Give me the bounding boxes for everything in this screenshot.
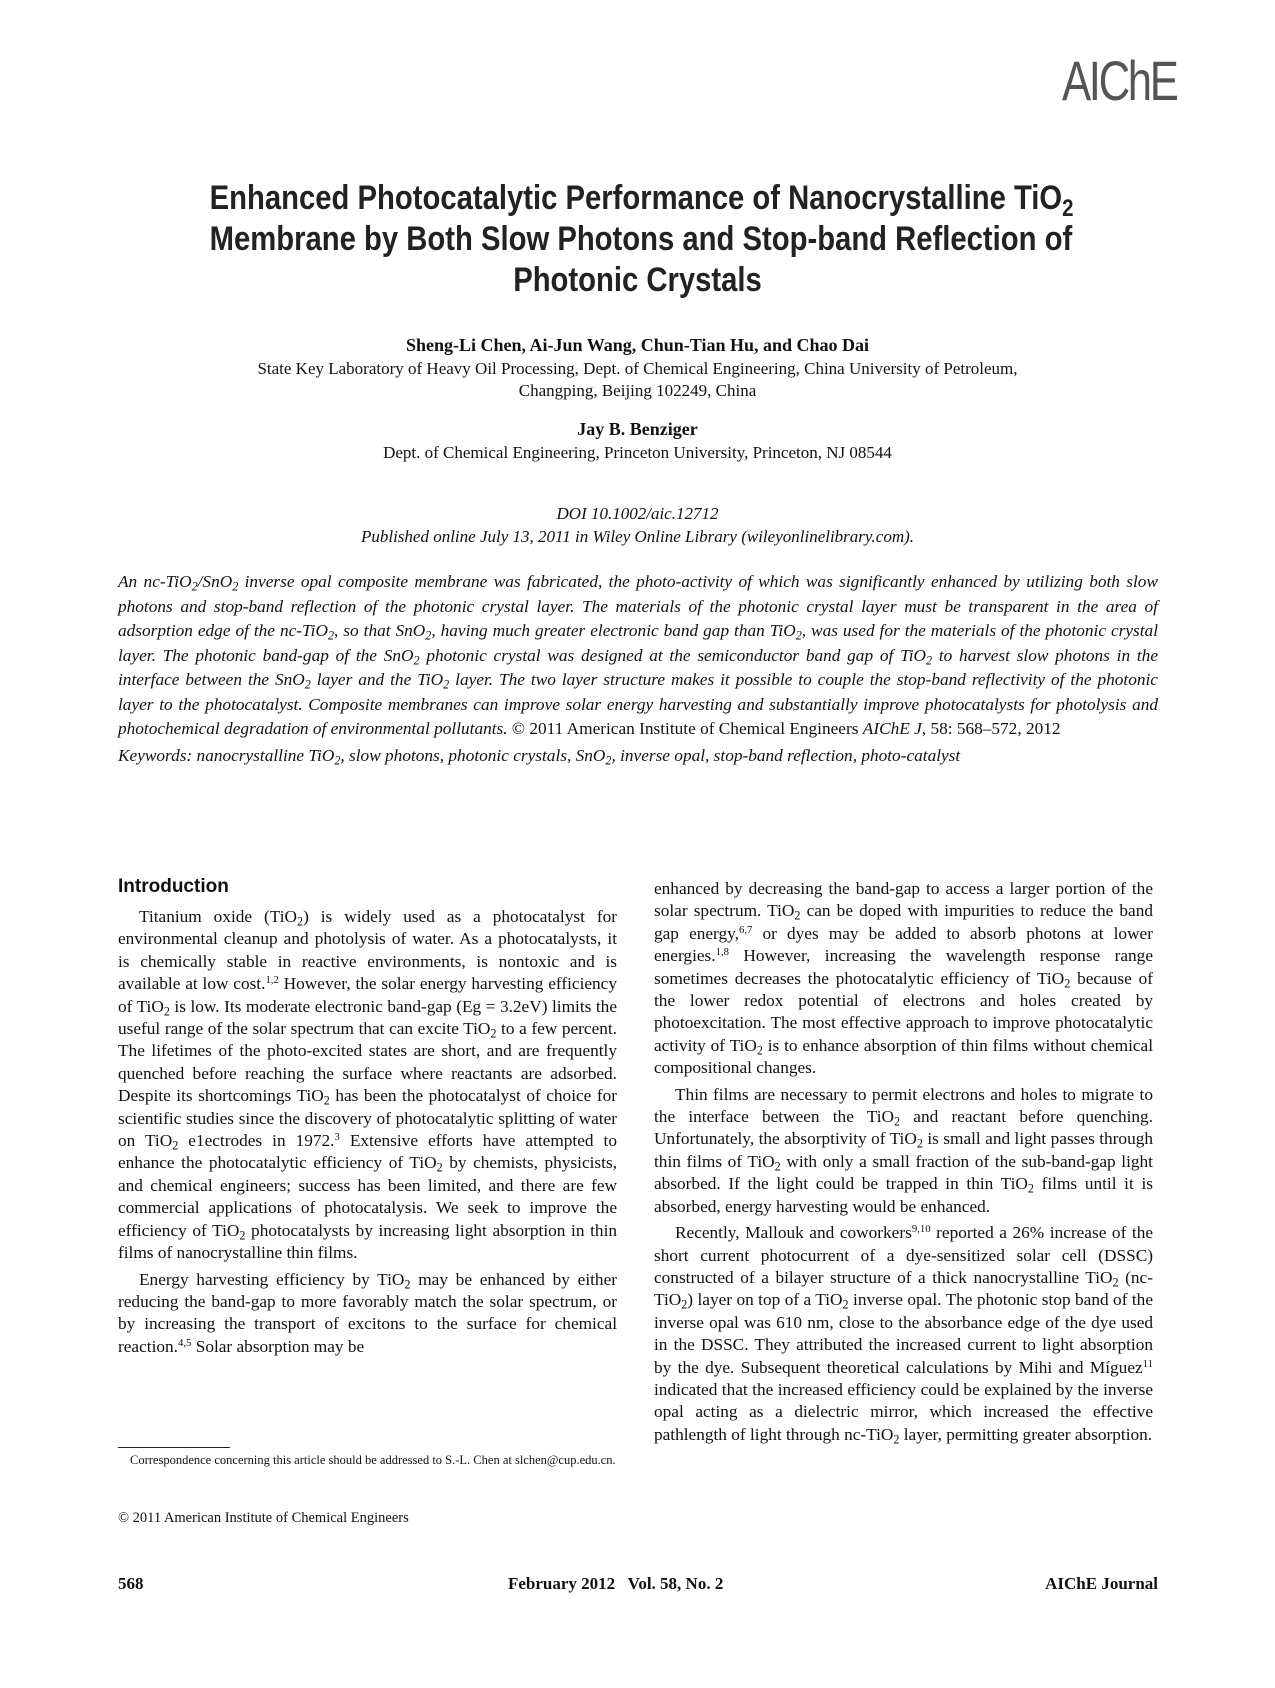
affiliation-1-line-1: State Key Laboratory of Heavy Oil Processing, Dept. of Chemical Engineering, China University of Petroleum, — [257, 359, 1018, 378]
section-heading-introduction: Introduction — [118, 876, 229, 897]
title-line-2: Membrane by Both Slow Photons and Stop-band Reflection of — [209, 220, 1073, 258]
title-line-3: Photonic Crystals — [513, 261, 762, 299]
title-line-1: Enhanced Photocatalytic Performance of Nanocrystalline TiO$_2$ — [209, 179, 1074, 223]
citation-details: , 58: 568–572, 2012 — [921, 719, 1061, 738]
journal-name: AIChE Journal — [1045, 1574, 1158, 1593]
affiliation-2: Dept. of Chemical Engineering, Princeton University, Princeton, NJ 08544 — [383, 443, 892, 462]
correspondence-footnote: Correspondence concerning this article should be addressed to S.-L. Chen at slchen@cup.edu.cn. — [130, 1453, 616, 1467]
paragraph: Energy harvesting efficiency by TiO$_2$ may be enhanced by either reducing the band-gap to more favorably match the solar spectrum, or by increasing the transport of excitons to the surface for chemical reaction.$^{4,5}$ Solar absorption may be — [118, 1269, 618, 1356]
aiche-logo: AIChE — [1062, 49, 1177, 112]
issue-info: February 2012 Vol. 58, No. 2 — [508, 1574, 724, 1593]
left-column — [118, 906, 617, 1358]
article-title — [209, 178, 1074, 301]
right-column — [654, 878, 1153, 1446]
footnote-divider — [118, 1447, 230, 1448]
paragraph: Titanium oxide (TiO$_2$) is widely used as a photocatalyst for environmental cleanup and photolysis of water. As a photocatalysts, it is chemically stable in reactive environments, is nontoxic and is available at low cost.$^{1,2}$ However, the solar energy harvesting efficiency of TiO$_2$ is low. Its moderate electronic band-gap (Eg = 3.2eV) limits the useful range of the solar spectrum that can excite TiO$_2$ to a few percent. The lifetimes of the photo-excited states are short, and are frequently quenched before reaching the surface where reactants are adsorbed. Despite its shortcomings TiO$_2$ has been the photocatalyst of choice for scientific studies since the discovery of photocatalytic splitting of water on TiO$_2$ e1ectrodes in 1972.$^3$ Extensive efforts have attempted to enhance the photocatalytic efficiency of TiO$_2$ by chemists, physicists, and chemical engineers; success has been limited, and there are few commercial applications of photocatalysis. We seek to improve the efficiency of TiO$_2$ photocatalysts by increasing light absorption in thin films of nanocrystalline thin films. — [118, 907, 618, 1263]
paragraph: Recently, Mallouk and coworkers$^{9,10}$ reported a 26% increase of the short current photocurrent of a dye-sensitized solar cell (DSSC) constructed of a bilayer structure of a thick nanocrystalline TiO$_2$ (nc-TiO$_2$) layer on top of a TiO$_2$ inverse opal. The photonic stop band of the inverse opal was 610 nm, close to the absorbance edge of the dye used in the DSSC. They attributed the increased current to light absorption by the dye. Subsequent theoretical calculations by Mihi and Míguez$^{11}$ indicated that the increased efficiency could be explained by the inverse opal acting as a dielectric mirror, which increased the effective pathlength of light through nc-TiO$_2$ layer, permitting greater absorption. — [654, 1223, 1153, 1447]
author-names-1: Sheng-Li Chen, Ai-Jun Wang, Chun-Tian Hu, and Chao Dai — [405, 335, 869, 355]
citation-journal: AIChE J — [862, 719, 922, 738]
article-meta — [150, 502, 1125, 548]
abstract — [118, 570, 1158, 768]
paragraph: enhanced by decreasing the band-gap to access a larger portion of the solar spectrum. TiO$_2$ can be doped with impurities to reduce the band gap energy,$^{6,7}$ or dyes may be added to absorb photons at lower energies.$^{1,8}$ However, increasing the wavelength response range sometimes decreases the photocatalytic efficiency of TiO$_2$ because of the lower redox potential of electrons and holes created by photoexcitation. The most effective approach to improve photocatalytic activity of TiO$_2$ is to enhance absorption of thin films without chemical compositional changes. — [654, 879, 1154, 1078]
affiliation-1-line-2: Changping, Beijing 102249, China — [518, 381, 757, 400]
author-names-2: Jay B. Benziger — [577, 419, 698, 439]
abstract-text: An nc-TiO$_2$/SnO$_2$ inverse opal composite membrane was fabricated, the photo-activity of which was significantly enhanced by utilizing both slow photons and stop-band reflection of the photonic crystal layer. The materials of the photonic crystal layer must be transparent in the area of adsorption edge of the nc-TiO$_2$, so that SnO$_2$, having much greater electronic band gap than TiO$_2$, was used for the materials of the photonic crystal layer. The photonic band-gap of the SnO$_2$ photonic crystal was designed at the semiconductor band gap of TiO$_2$ to harvest slow photons in the interface between the SnO$_2$ layer and the TiO$_2$ layer. The two layer structure makes it possible to couple the stop-band reflectivity of the photonic layer to the photocatalyst. Composite membranes can improve solar energy harvesting and substantially improve photocatalysts for photolysis and photochemical degradation of environmental pollutants. © 2011 American Institute of Chemical Engineers AIChE J, 58: 568–572, 2012 — [118, 572, 1159, 738]
keywords: Keywords: nanocrystalline TiO$_2$, slow photons, photonic crystals, SnO$_2$, inverse opal, stop-band reflection, photo-catalyst — [118, 745, 961, 768]
footer-copyright: © 2011 American Institute of Chemical Engineers — [118, 1510, 409, 1526]
paragraph: Thin films are necessary to permit electrons and holes to migrate to the interface between the TiO$_2$ and reactant before quenching. Unfortunately, the absorptivity of TiO$_2$ is small and light passes through thin films of TiO$_2$ with only a small fraction of the sub-band-gap light absorbed. If the light could be trapped in thin TiO$_2$ films until it is absorbed, energy harvesting would be enhanced. — [654, 1084, 1153, 1216]
publication-date: Published online July 13, 2011 in Wiley Online Library (wileyonlinelibrary.com). — [360, 527, 915, 546]
page-number: 568 — [118, 1574, 144, 1593]
author-block-2 — [150, 418, 1125, 464]
doi: DOI 10.1002/aic.12712 — [556, 504, 719, 523]
abstract-copyright: © 2011 American Institute of Chemical Engineers — [511, 719, 859, 738]
author-block-1 — [150, 334, 1125, 402]
